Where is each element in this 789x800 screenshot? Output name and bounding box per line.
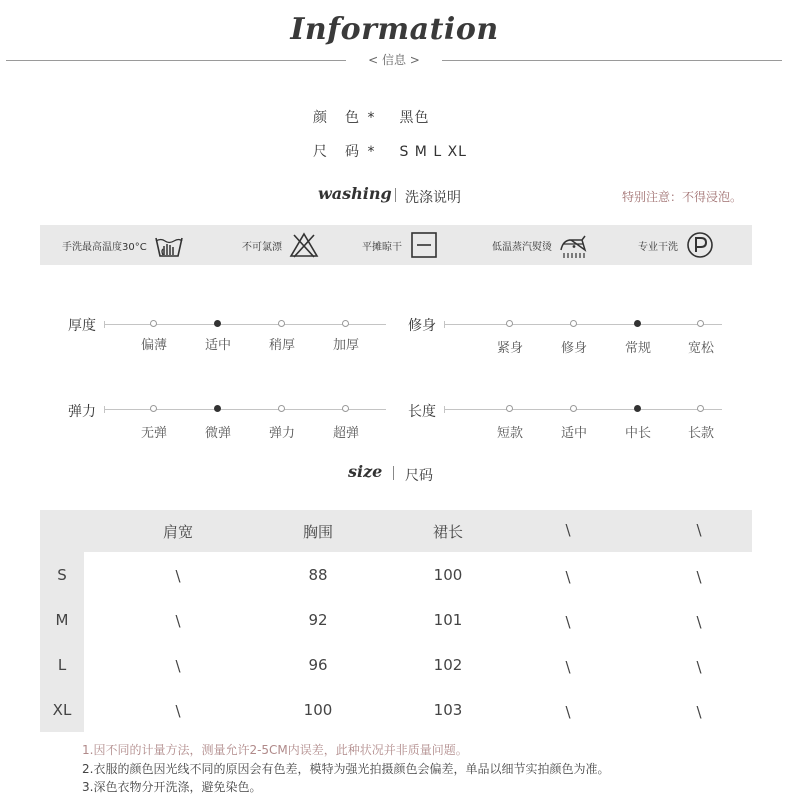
- scale-tick: [104, 321, 105, 328]
- table-cell: \: [175, 567, 181, 585]
- scale-option: 常规: [624, 341, 651, 356]
- low-iron-icon: [558, 229, 590, 261]
- scale-tick: [444, 321, 445, 328]
- care-item-dry-clean: [638, 225, 716, 265]
- size-title-en: size: [348, 462, 383, 481]
- table-cell: 102: [433, 656, 463, 674]
- scale-dot: [150, 405, 157, 412]
- scale-dot: [342, 320, 349, 327]
- color-value: 黑色: [399, 110, 430, 126]
- column-header: 胸围: [302, 523, 333, 541]
- column-header: 肩宽: [162, 523, 193, 541]
- care-label: 不可氯漂: [242, 241, 282, 253]
- scale-dot: [506, 405, 513, 412]
- note-wash-separately: 3.深色衣物分开洗涤，避免染色。: [82, 780, 262, 794]
- no-bleach-icon: [288, 229, 320, 261]
- row-size-label: XL: [52, 701, 72, 719]
- scale-option: 偏薄: [140, 338, 167, 353]
- scale-option: 短款: [496, 426, 523, 441]
- special-note: 特别注意：不得浸泡。: [622, 190, 743, 204]
- table-cell: \: [565, 568, 571, 586]
- row-size-label: S: [57, 566, 67, 584]
- scale-line: [444, 324, 722, 325]
- care-label: 手洗最高温度30°C: [62, 241, 147, 253]
- scale-dot: [278, 320, 285, 327]
- title-divider-right: [442, 60, 782, 61]
- scale-option: 适中: [560, 426, 587, 441]
- scale-option: 中长: [624, 426, 651, 441]
- care-item-hand-wash: [62, 225, 185, 265]
- scale-line: [444, 409, 722, 410]
- size-label: 尺 码 *: [313, 144, 377, 160]
- scale-option: 长款: [687, 426, 714, 441]
- care-item-low-iron: [492, 225, 590, 265]
- scale-label-length: 长度: [408, 404, 436, 420]
- scale-dot: [697, 405, 704, 412]
- scale-dot: [278, 405, 285, 412]
- scale-dot: [570, 405, 577, 412]
- row-size-label: L: [57, 656, 67, 674]
- care-item-no-bleach: [242, 225, 320, 265]
- care-label: 低温蒸汽熨烫: [492, 241, 552, 253]
- table-cell: 100: [303, 701, 333, 719]
- size-separator: [393, 466, 394, 480]
- scale-option: 稍厚: [268, 338, 295, 353]
- scale-option: 宽松: [687, 341, 714, 356]
- scale-dot: [570, 320, 577, 327]
- table-cell: \: [565, 613, 571, 631]
- scale-dot-selected: [634, 320, 641, 327]
- table-cell: 101: [433, 611, 463, 629]
- note-color-difference: 2.衣服的颜色因光线不同的原因会有色差，模特为强光拍摄颜色会偏差，单品以细节实拍颜色为准。: [82, 762, 610, 776]
- scale-option: 适中: [204, 338, 231, 353]
- color-label: 颜 色 *: [313, 110, 377, 126]
- table-cell: \: [565, 703, 571, 721]
- washing-title-cn: 洗涤说明: [405, 190, 461, 206]
- scale-option: 无弹: [140, 426, 167, 441]
- scale-dot-selected: [214, 320, 221, 327]
- size-title-cn: 尺码: [405, 468, 433, 484]
- scale-label-elasticity: 弹力: [68, 404, 96, 420]
- column-header: \: [696, 521, 702, 539]
- column-header: 裙长: [432, 523, 463, 541]
- table-cell: \: [696, 568, 702, 586]
- scale-tick: [444, 406, 445, 413]
- table-cell: \: [696, 703, 702, 721]
- column-header: \: [565, 521, 571, 539]
- scale-label-thickness: 厚度: [68, 318, 96, 334]
- care-label: 专业干洗: [638, 241, 678, 253]
- table-cell: \: [696, 658, 702, 676]
- page-subtitle: < 信息 >: [368, 53, 420, 67]
- washing-title-en: washing: [318, 184, 392, 203]
- scale-tick: [104, 406, 105, 413]
- care-label: 平摊晾干: [362, 241, 402, 253]
- scale-dot: [342, 405, 349, 412]
- table-cell: 88: [308, 566, 328, 584]
- table-cell: \: [696, 613, 702, 631]
- scale-option: 超弹: [332, 426, 359, 441]
- scale-option: 加厚: [332, 338, 359, 353]
- dry-clean-p-icon: [684, 229, 716, 261]
- washing-separator: [395, 188, 396, 202]
- scale-option: 紧身: [496, 341, 523, 356]
- scale-option: 修身: [560, 341, 587, 356]
- scale-dot-selected: [214, 405, 221, 412]
- table-cell: 96: [308, 656, 328, 674]
- size-row: [313, 141, 467, 161]
- size-value: S M L XL: [399, 144, 467, 160]
- table-cell: 100: [433, 566, 463, 584]
- table-cell: \: [175, 612, 181, 630]
- care-item-dry-flat: [362, 225, 440, 265]
- scale-dot-selected: [634, 405, 641, 412]
- title-divider-left: [6, 60, 346, 61]
- color-row: [313, 107, 429, 127]
- dry-flat-icon: [408, 229, 440, 261]
- table-cell: \: [175, 702, 181, 720]
- scale-label-fit: 修身: [408, 318, 436, 334]
- table-cell: 103: [433, 701, 463, 719]
- care-instructions-bar: [40, 225, 752, 265]
- table-cell: 92: [308, 611, 328, 629]
- table-cell: \: [565, 658, 571, 676]
- table-cell: \: [175, 657, 181, 675]
- scale-option: 微弹: [204, 426, 231, 441]
- hand-wash-icon: [153, 229, 185, 261]
- row-size-label: M: [55, 611, 69, 629]
- page-title: Information: [290, 12, 499, 47]
- note-measurement: 1.因不同的计量方法，测量允许2-5CM内误差，此种状况并非质量问题。: [82, 743, 468, 757]
- scale-dot: [697, 320, 704, 327]
- scale-dot: [150, 320, 157, 327]
- scale-option: 弹力: [268, 426, 295, 441]
- scale-dot: [506, 320, 513, 327]
